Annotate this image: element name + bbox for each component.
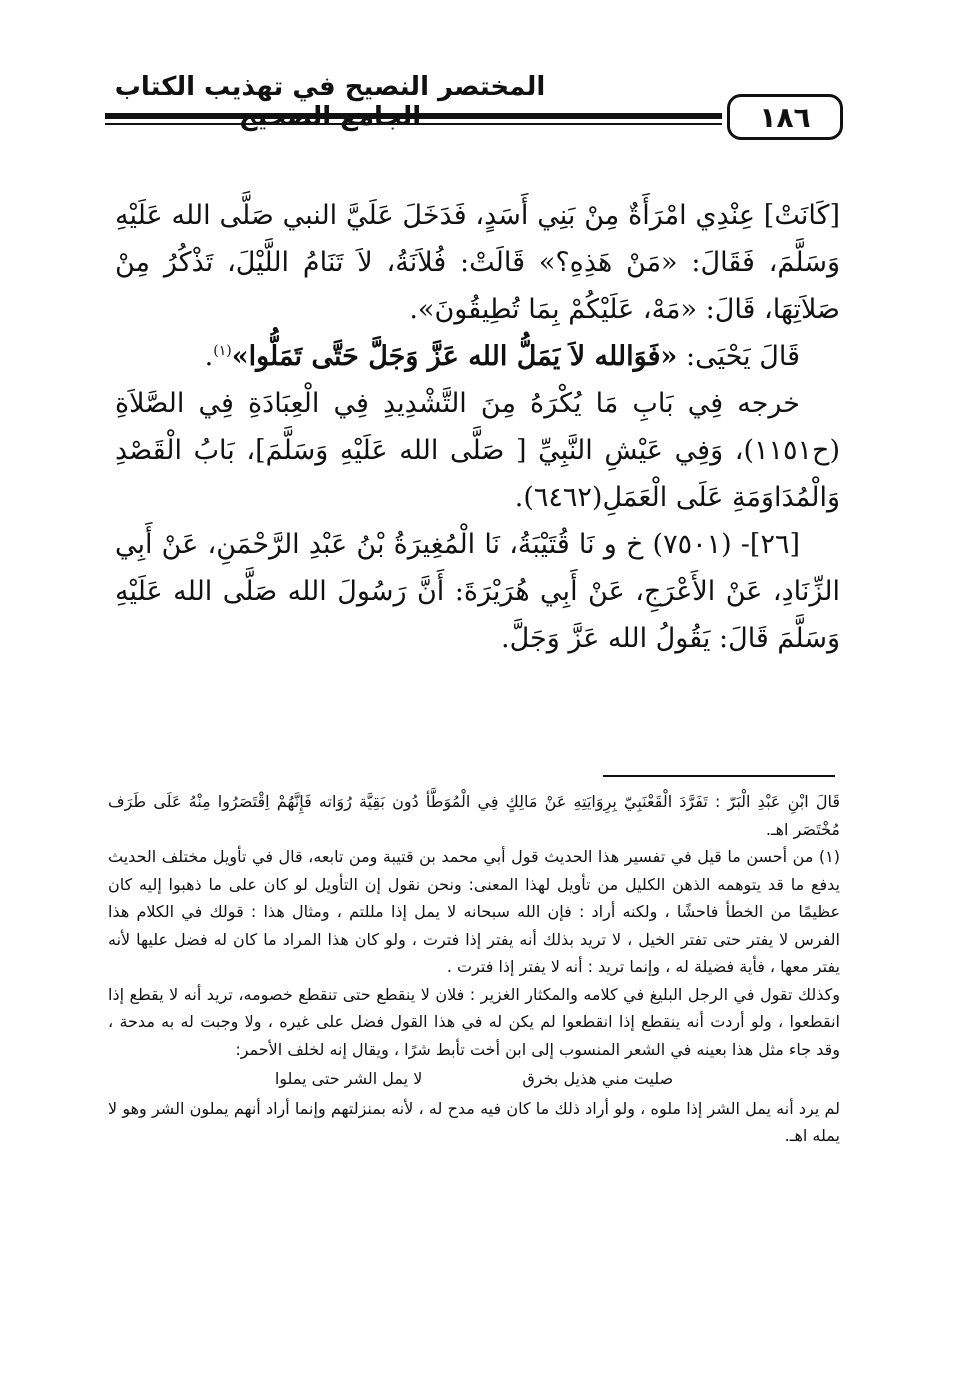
quote-lead: قَالَ يَحْيَى: <box>677 341 800 372</box>
page-number: ١٨٦ <box>727 94 843 140</box>
book-title: المختصر النصيح في تهذيب الكتاب <box>114 72 546 102</box>
footnotes <box>108 788 840 1150</box>
footnote-ref[interactable]: (١) <box>213 343 232 359</box>
footnote-separator <box>603 775 835 777</box>
paragraph-hadith-text: [كَانَتْ] عِنْدِي امْرَأَةٌ مِنْ بَنِي أَسَدٍ، فَدَخَلَ عَلَيَّ النبي صَلَّى الله عَلَيْهِ وَسَلَّمَ، فَقَالَ: «مَنْ هَذِهِ؟» قَالَتْ: فُلاَنَةُ، لاَ تَنَامُ اللَّيْلَ، تَذْكُرُ مِنْ صَلاَتِهَا، قَالَ: «مَهْ، عَلَيْكُمْ بِمَا تُطِيقُونَ». <box>115 200 840 325</box>
quote-end: . <box>204 341 214 372</box>
paragraph-takhrij: خرجه فِي بَابِ مَا يُكْرَهُ مِنَ التَّشْدِيدِ فِي الْعِبَادَةِ فِي الصَّلاَةِ (ح١١٥١)، وَفِي عَيْشِ النَّبِيِّ [ صَلَّى الله عَلَيْهِ وَسَلَّمَ]، بَابُ الْقَصْدِ وَالْمُدَاوَمَةِ عَلَى الْعَمَلِ(٦٤٦٢). <box>115 388 840 513</box>
header-rule-thin <box>105 123 722 125</box>
main-text <box>115 192 840 662</box>
verse-first-hemistich: صليت مني هذيل بخرق <box>522 1069 674 1088</box>
footnote-1-conclusion: لم يرد أنه يمل الشر إذا ملوه ، ولو أراد ذلك ما كان فيه مدح له ، لأنه بمنزلتهم وإنما أراد أنهم يملون الشر وهو لا يمله اهـ. <box>108 1098 840 1145</box>
poetry-verse <box>108 1065 840 1093</box>
quote-text: «فَوَالله لاَ يَمَلُّ الله عَزَّ وَجَلَّ حَتَّى تَمَلُّوا» <box>231 341 678 372</box>
footnote-1: (١) من أحسن ما قيل في تفسير هذا الحديث قول أبي محمد بن قتيبة ومن تابعه، قال في تأويل مختلف الحديث يدفع ما قد يتوهمه الذهن الكليل من تأويل لهذا المعنى: ونحن نقول إن التأويل لو كان على ما ذهبوا إليه كان عظيمًا من الخطأ فاحشًا ، ولكنه أراد : فإن الله سبحانه لا يمل إذا مللتم ، ومثال هذا : قولك في الكلام هذا الفرس لا يفتر حتى تفتر الخيل ، لا تريد بذلك أنه يفتر إذا فترت ، ولو كان هذا المراد ما كان له فضل عليها لأنه يفتر معها ، فأية فضيلة له ، وإنما تريد : أنه لا يفتر إذا فترت . <box>108 847 840 976</box>
footnote-ibn-abdulbarr: قَالَ ابْنِ عَبْدِ الْبَرّ : تَفَرَّدَ الْقَعْنَبِيّ بِرِوَايَتِهِ عَنْ مَالِكٍ فِي الْمُوَطَّأ دُون بَقِيَّة رُوَاته فَإِنَّهُمْ اِقْتَصَرُوا مِنْهُ عَلَى طَرَف مُخْتَصَر اهـ. <box>108 792 840 839</box>
paragraph-hadith-26: [٢٦]- (٧٥٠١) خ و نَا قُتَيْبَةُ، نَا الْمُغِيرَةُ بْنُ عَبْدِ الرَّحْمَنِ، عَنْ أَبِي الزِّنَادِ، عَنْ الأَعْرَجِ، عَنْ أَبِي هُرَيْرَةَ: أَنَّ رَسُولَ الله صَلَّى الله عَلَيْهِ وَسَلَّمَ قَالَ: يَقُولُ الله عَزَّ وَجَلَّ. <box>115 529 840 654</box>
verse-second-hemistich: لا يمل الشر حتى يملوا <box>274 1069 423 1088</box>
footnote-1-continued: وكذلك تقول في الرجل البليغ في كلامه والمكثار الغزير : فلان لا ينقطع حتى تنقطع خصومه، تريد أنه لا يقطع إذا انقطعوا ، ولو أردت أنه ينقطع إذا انقطعوا لم يكن له في هذا القول فضل على غيره ، ولا وجبت له به مدحة ، وقد جاء مثل هذا بعينه في الشعر المنسوب إلى ابن أخت تأبط شرًا ، ويقال إنه لخلف الأحمر: <box>108 984 840 1059</box>
paragraph-yahya-quote <box>115 333 840 380</box>
header-rule-thick <box>105 113 722 119</box>
